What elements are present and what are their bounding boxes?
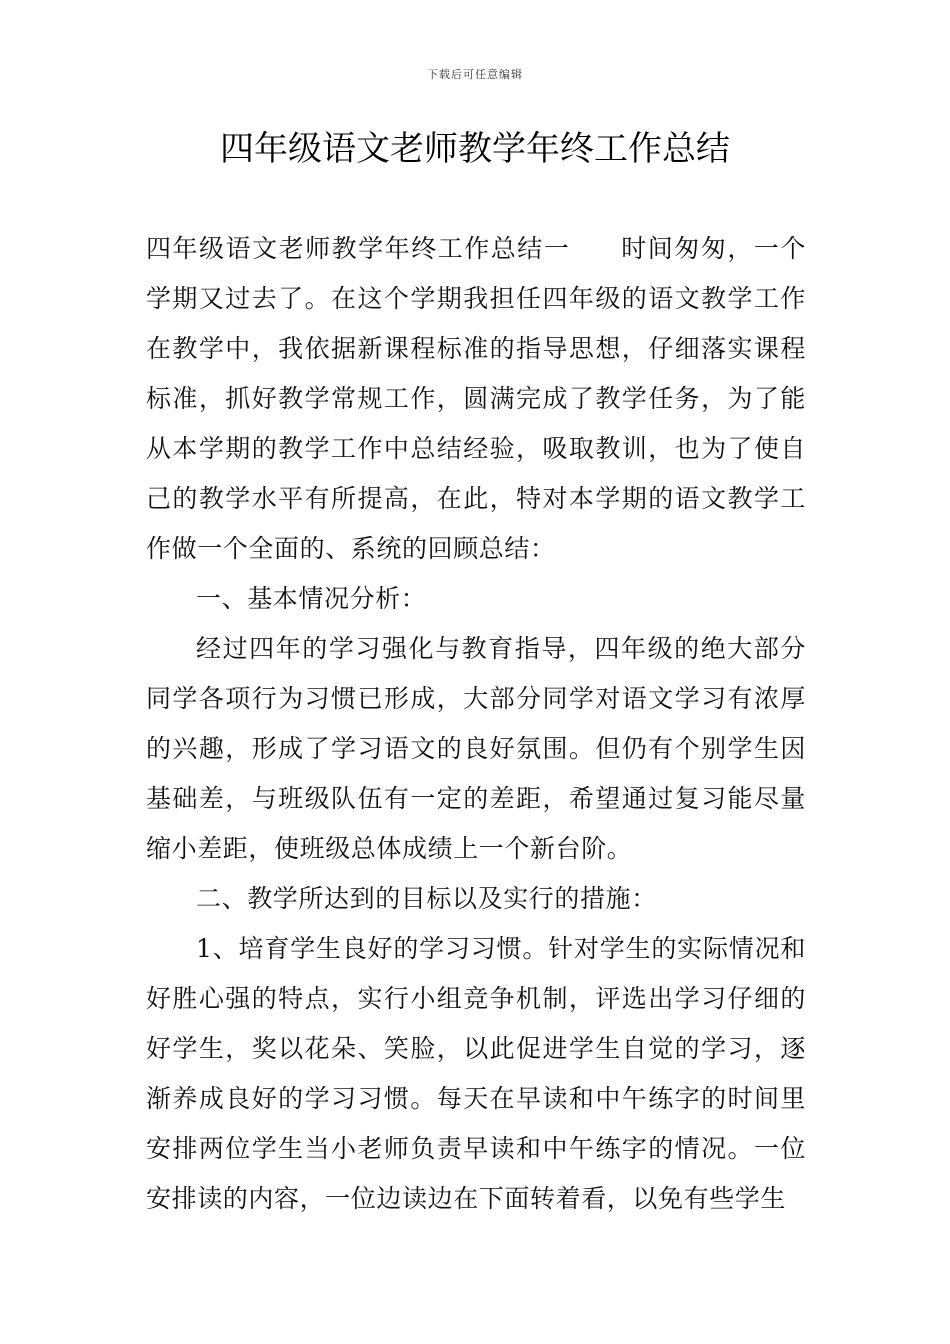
paragraph-intro [146, 224, 806, 574]
document-body [146, 224, 806, 1224]
paragraph-habits: 1、培育学生良好的学习习惯。针对学生的实际情况和好胜心强的特点，实行小组竞争机制，评选出学习仔细的好学生，奖以花朵、笑脸，以此促进学生自觉的学习，逐渐养成良好的学习习惯。每天在早读和中午练字的时间里安排两位学生当小老师负责早读和中午练字的情况。一位安排读的内容，一位边读边在下面转着看，以免有些学生 [146, 934, 806, 1213]
paragraph-intro-text: 时间匆匆，一个学期又过去了。在这个学期我担任四年级的语文教学工作在教学中，我依据新课程标准的指导思想，仔细落实课程标准，抓好教学常规工作，圆满完成了教学任务，为了能从本学期的教学工作中总结经验，吸取教训，也为了使自己的教学水平有所提高，在此，特对本学期的语文教学工作做一个全面的、系统的回顾总结： [146, 234, 806, 563]
header-note: 下载后可任意编辑 [427, 68, 523, 81]
paragraph-intro-lead: 四年级语文老师教学年终工作总结一 [146, 234, 571, 263]
document-title: 四年级语文老师教学年终工作总结 [220, 129, 730, 169]
paragraph-basic-analysis: 经过四年的学习强化与教育指导，四年级的绝大部分同学各项行为习惯已形成，大部分同学对语文学习有浓厚的兴趣，形成了学习语文的良好氛围。但仍有个别学生因基础差，与班级队伍有一定的差距，希望通过复习能尽量缩小差距，使班级总体成绩上一个新台阶。 [146, 634, 806, 863]
section-heading-2: 二、教学所达到的目标以及实行的措施： [196, 884, 657, 913]
section-heading-1: 一、基本情况分析： [196, 584, 427, 613]
